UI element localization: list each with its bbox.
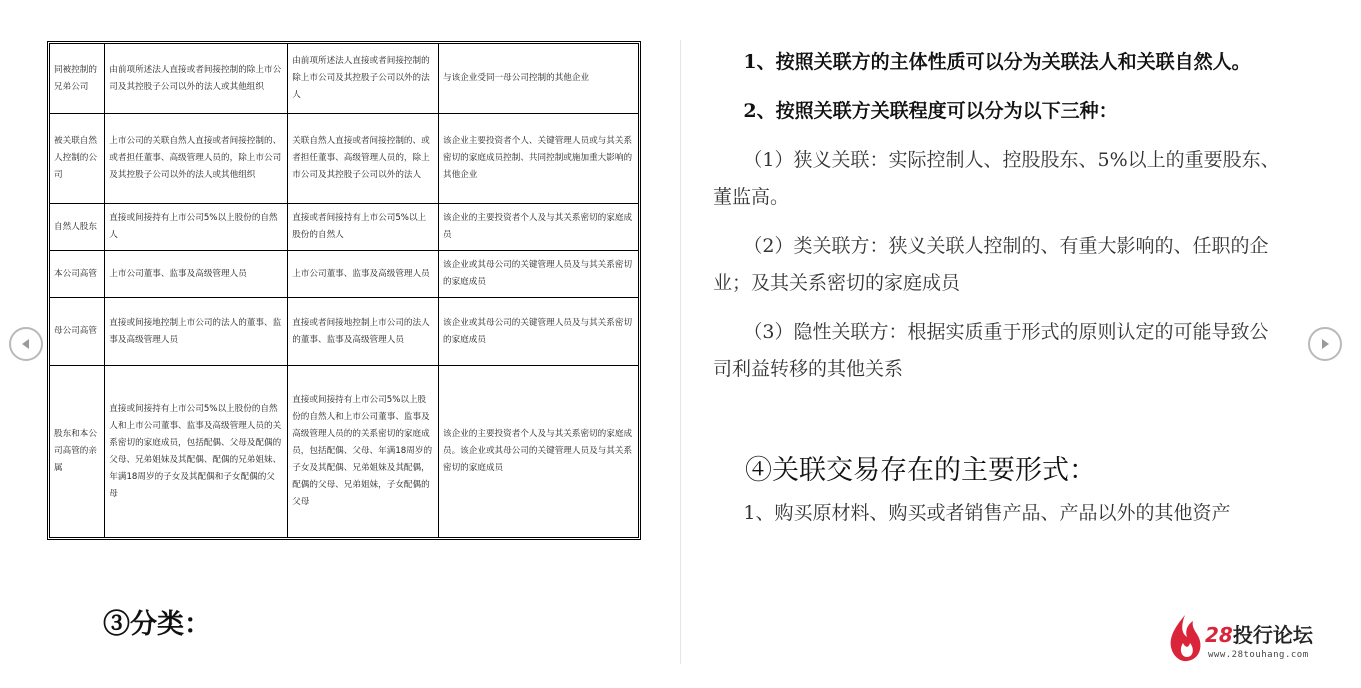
paragraph: （1）狭义关联：实际控制人、控股股东、5%以上的重要股东、董监高。 [713, 149, 1280, 208]
logo-url: www.28touhang.com [1208, 650, 1309, 660]
paragraph: （2）类关联方：狭义关联人控制的、有重大影响的、任职的企业；及其关系密切的家庭成员 [713, 235, 1269, 294]
table-cell: 与该企业受同一母公司控制的其他企业 [438, 44, 638, 114]
paragraph: （3）隐性关联方：根据实质重于形式的原则认定的可能导致公司利益转移的其他关系 [713, 321, 1269, 380]
table-cell: 关联自然人直接或者间接控制的、或者担任董事、高级管理人员的，除上市公司及其控股子公司以外的法人 [288, 114, 439, 204]
table-cell: 同被控制的兄弟公司 [50, 44, 105, 114]
paragraph: 1、购买原材料、购买或者销售产品、产品以外的其他资产 [743, 502, 1231, 524]
table-cell: 自然人股东 [50, 204, 105, 251]
table-cell: 该企业或其母公司的关键管理人员及与其关系密切的家庭成员 [438, 298, 638, 366]
related-party-table [47, 41, 641, 540]
table-cell: 上市公司的关联自然人直接或者间接控制的、或者担任董事、高级管理人员的，除上市公司及其控股子公司以外的法人或其他组织 [105, 114, 288, 204]
table-cell: 本公司高管 [50, 251, 105, 298]
next-page-button[interactable] [1308, 327, 1342, 361]
table-row [50, 44, 639, 114]
paragraph: 2、按照关联方关联程度可以分为以下三种： [743, 100, 1118, 122]
table-cell: 被关联自然人控制的公司 [50, 114, 105, 204]
table-cell: 该企业的主要投资者个人及与其关系密切的家庭成员 [438, 204, 638, 251]
table-cell: 股东和本公司高管的亲属 [50, 366, 105, 538]
table-cell: 直接或间接持有上市公司5%以上股份的自然人和上市公司董事、监事及高级管理人员的的关系密切的家庭成员，包括配偶、父母、年满18周岁的子女及其配偶、兄弟姐妹及其配偶，配偶的父母、兄弟姐妹，子女配偶的父母 [288, 366, 439, 538]
table-cell: 该企业主要投资者个人、关键管理人员或与其关系密切的家庭成员控制、共同控制或施加重大影响的其他企业 [438, 114, 638, 204]
table-cell: 上市公司董事、监事及高级管理人员 [288, 251, 439, 298]
paragraph: 1、按照关联方的主体性质可以分为关联法人和关联自然人。 [743, 51, 1251, 73]
table-row [50, 204, 639, 251]
section-heading-transaction-forms: ④关联交易存在的主要形式： [745, 455, 1096, 486]
table-cell: 直接或间接持有上市公司5%以上股份的自然人 [105, 204, 288, 251]
table-cell: 直接或者间接地控制上市公司的法人的董事、监事及高级管理人员 [288, 298, 439, 366]
table-row [50, 114, 639, 204]
table-row [50, 298, 639, 366]
table-cell: 由前项所述法人直接或者间接控制的除上市公司及其控股子公司以外的法人 [288, 44, 439, 114]
table-cell: 由前项所述法人直接或者间接控制的除上市公司及其控股子公司以外的法人或其他组织 [105, 44, 288, 114]
table-cell: 直接或间接地控制上市公司的法人的董事、监事及高级管理人员 [105, 298, 288, 366]
chevron-right-icon [1317, 336, 1333, 352]
table-cell: 上市公司董事、监事及高级管理人员 [105, 251, 288, 298]
section-heading-classification: ③分类： [103, 609, 211, 640]
table-cell: 该企业的主要投资者个人及与其关系密切的家庭成员。该企业或其母公司的关键管理人员及与其关系密切的家庭成员 [438, 366, 638, 538]
site-logo[interactable] [1167, 613, 1337, 665]
logo-brand: 28投行论坛 [1205, 623, 1313, 647]
table-cell: 母公司高管 [50, 298, 105, 366]
right-page-content [713, 44, 1283, 544]
flame-icon [1167, 613, 1203, 663]
table-cell: 该企业或其母公司的关键管理人员及与其关系密切的家庭成员 [438, 251, 638, 298]
prev-page-button[interactable] [9, 327, 43, 361]
table-cell: 直接或间接持有上市公司5%以上股份的自然人和上市公司董事、监事及高级管理人员的关系密切的家庭成员，包括配偶、父母及配偶的父母、兄弟姐妹及其配偶、配偶的兄弟姐妹、年满18周岁的子女及其配偶和子女配偶的父母 [105, 366, 288, 538]
page-divider [680, 40, 681, 664]
table-cell: 直接或者间接持有上市公司5%以上股份的自然人 [288, 204, 439, 251]
table-row [50, 366, 639, 538]
table-row [50, 251, 639, 298]
chevron-left-icon [18, 336, 34, 352]
